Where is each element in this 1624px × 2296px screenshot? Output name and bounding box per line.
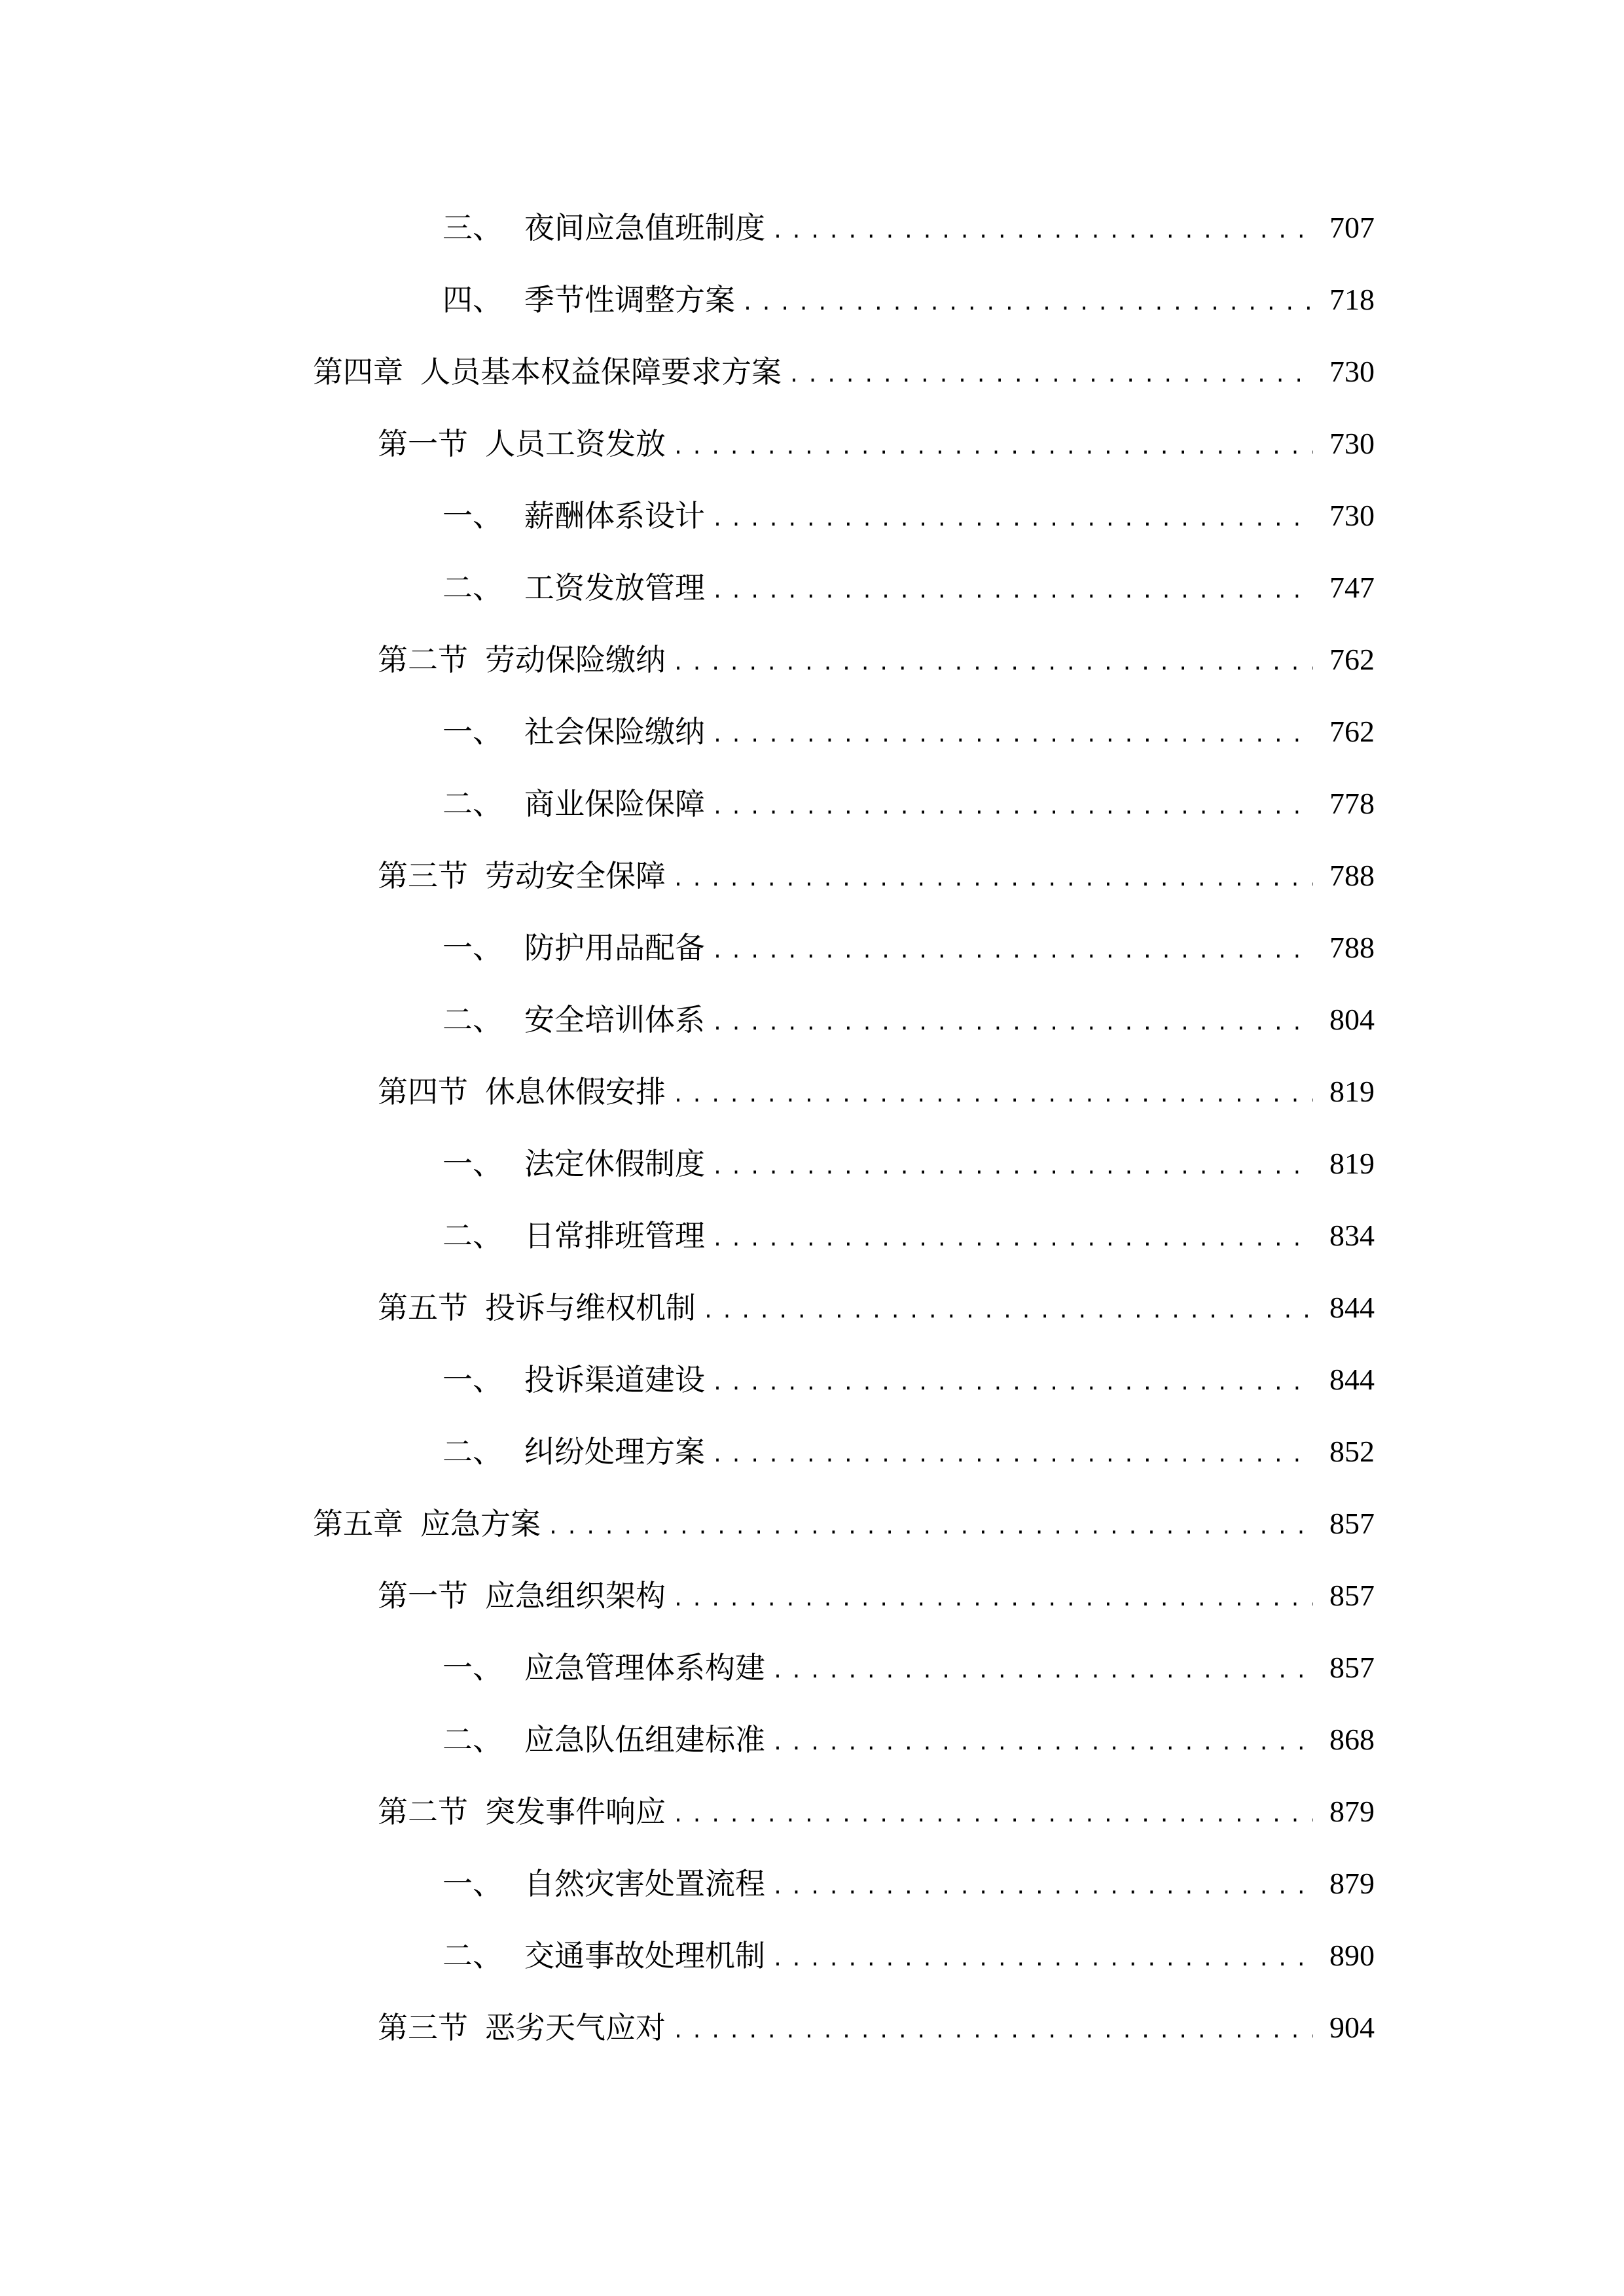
toc-entry[interactable]	[442, 778, 1375, 830]
toc-entry-page-number: 788	[1329, 859, 1375, 892]
toc-entry-number: 第五章	[313, 1506, 403, 1541]
toc-entry-page-number: 852	[1329, 1435, 1375, 1468]
toc-entry[interactable]	[442, 490, 1375, 542]
toc-entry-number: 第四节	[378, 1074, 468, 1109]
toc-entry-title: 劳动安全保障	[485, 858, 666, 893]
toc-entry-page-number: 890	[1329, 1939, 1375, 1972]
toc-entry-number: 一、	[442, 1650, 503, 1685]
dot-leader	[772, 206, 1313, 258]
toc-entry-page-number: 879	[1329, 1867, 1375, 1900]
toc-entry-page-number: 747	[1329, 571, 1375, 604]
toc-entry[interactable]	[442, 1138, 1375, 1190]
dot-leader	[672, 422, 1313, 474]
toc-entry-number: 二、	[442, 570, 503, 605]
toc-entry-title: 纠纷处理方案	[524, 1434, 705, 1469]
toc-entry-title: 交通事故处理机制	[524, 1938, 765, 1973]
toc-entry-page-number: 762	[1329, 643, 1375, 676]
toc-entry-title: 人员基本权益保障要求方案	[420, 354, 782, 389]
toc-entry-page-number: 857	[1329, 1507, 1375, 1540]
dot-leader	[712, 1213, 1313, 1266]
toc-entry-title: 自然灾害处置流程	[524, 1866, 765, 1901]
toc-entry-title: 商业保险保障	[524, 786, 705, 821]
toc-entry[interactable]	[378, 1570, 1375, 1622]
toc-entry[interactable]	[442, 1857, 1375, 1910]
toc-entry-number: 第二节	[378, 642, 468, 677]
toc-entry-page-number: 904	[1329, 2011, 1375, 2044]
dot-leader	[712, 493, 1313, 546]
toc-entry-number: 四、	[442, 282, 503, 317]
toc-entry-title: 日常排班管理	[524, 1218, 705, 1253]
dot-leader	[772, 1645, 1313, 1698]
toc-entry-title: 社会保险缴纳	[524, 714, 705, 749]
toc-entry-number: 一、	[442, 714, 503, 749]
toc-entry-number: 第二节	[378, 1794, 468, 1829]
toc-entry-page-number: 834	[1329, 1219, 1375, 1252]
dot-leader	[712, 997, 1313, 1050]
toc-entry-number: 二、	[442, 1002, 503, 1037]
dot-leader	[788, 350, 1313, 402]
toc-entry-title: 夜间应急值班制度	[524, 210, 765, 245]
toc-entry[interactable]	[442, 202, 1375, 254]
toc-entry-title: 薪酬体系设计	[524, 498, 705, 533]
toc-entry-number: 第一节	[378, 426, 468, 461]
toc-entry-number: 一、	[442, 1866, 503, 1901]
toc-entry-title: 恶劣天气应对	[485, 2010, 666, 2045]
toc-entry-title: 投诉渠道建设	[524, 1362, 705, 1397]
toc-entry-page-number: 778	[1329, 787, 1375, 820]
toc-entry[interactable]	[442, 994, 1375, 1046]
toc-entry-title: 应急队伍组建标准	[524, 1722, 765, 1757]
dot-leader	[712, 781, 1313, 834]
toc-entry-number: 一、	[442, 1362, 503, 1397]
toc-entry-title: 突发事件响应	[485, 1794, 666, 1829]
toc-entry-number: 第三节	[378, 858, 468, 893]
toc-entry[interactable]	[442, 1641, 1375, 1694]
toc-entry-page-number: 730	[1329, 355, 1375, 388]
dot-leader	[712, 925, 1313, 978]
toc-entry-number: 第四章	[313, 354, 403, 389]
dot-leader	[712, 1357, 1313, 1410]
toc-entry-number: 一、	[442, 1146, 503, 1181]
toc-entry-page-number: 707	[1329, 211, 1375, 244]
toc-entry[interactable]	[378, 1282, 1375, 1334]
toc-entry-title: 工资发放管理	[524, 570, 705, 605]
toc-entry-page-number: 730	[1329, 427, 1375, 460]
toc-entry-number: 二、	[442, 1722, 503, 1757]
toc-entry-page-number: 844	[1329, 1291, 1375, 1324]
toc-entry-number: 第五节	[378, 1290, 468, 1325]
toc-entry-page-number: 804	[1329, 1003, 1375, 1036]
dot-leader	[712, 709, 1313, 762]
dot-leader	[772, 1861, 1313, 1914]
dot-leader	[672, 1069, 1313, 1122]
toc-entry-page-number: 879	[1329, 1795, 1375, 1828]
toc-entry[interactable]	[442, 1713, 1375, 1766]
toc-entry-number: 一、	[442, 498, 503, 533]
toc-entry-page-number: 868	[1329, 1723, 1375, 1756]
toc-entry-page-number: 819	[1329, 1147, 1375, 1180]
toc-entry-number: 一、	[442, 930, 503, 965]
toc-entry[interactable]	[442, 562, 1375, 614]
toc-entry-title: 应急管理体系构建	[524, 1650, 765, 1685]
toc-entry[interactable]	[442, 1929, 1375, 1982]
dot-leader	[672, 853, 1313, 906]
toc-entry-title: 安全培训体系	[524, 1002, 705, 1037]
toc-entry-number: 二、	[442, 1218, 503, 1253]
toc-entry-title: 投诉与维权机制	[485, 1290, 696, 1325]
dot-leader	[772, 1717, 1313, 1770]
toc-entry-page-number: 730	[1329, 499, 1375, 532]
dot-leader	[712, 565, 1313, 618]
toc-entry-title: 人员工资发放	[485, 426, 666, 461]
toc-entry[interactable]	[442, 1210, 1375, 1262]
toc-entry-number: 第三节	[378, 2010, 468, 2045]
dot-leader	[672, 2005, 1313, 2058]
toc-entry-number: 二、	[442, 1434, 503, 1469]
toc-entry-number: 二、	[442, 1938, 503, 1973]
toc-entry-page-number: 819	[1329, 1075, 1375, 1108]
toc-entry-page-number: 857	[1329, 1651, 1375, 1684]
toc-entry[interactable]	[442, 706, 1375, 758]
dot-leader	[742, 278, 1313, 330]
toc-entry[interactable]	[442, 274, 1375, 326]
toc-entry[interactable]	[442, 1354, 1375, 1406]
dot-leader	[547, 1501, 1313, 1554]
toc-entry[interactable]	[313, 1498, 1375, 1550]
dot-leader	[672, 637, 1313, 690]
dot-leader	[712, 1141, 1313, 1194]
toc-entry[interactable]	[378, 418, 1375, 470]
toc-entry[interactable]	[378, 1066, 1375, 1118]
toc-entry[interactable]	[378, 1785, 1375, 1838]
toc-entry[interactable]	[378, 2001, 1375, 2054]
toc-entry-title: 防护用品配备	[524, 930, 705, 965]
dot-leader	[772, 1933, 1313, 1986]
toc-entry-number: 二、	[442, 786, 503, 821]
toc-entry[interactable]	[313, 346, 1375, 398]
toc-entry-page-number: 718	[1329, 283, 1375, 316]
toc-entry[interactable]	[442, 1426, 1375, 1478]
toc-entry-title: 劳动保险缴纳	[485, 642, 666, 677]
toc-entry-title: 休息休假安排	[485, 1074, 666, 1109]
toc-entry-number: 第一节	[378, 1578, 468, 1613]
dot-leader	[672, 1573, 1313, 1626]
toc-entry[interactable]	[442, 922, 1375, 974]
dot-leader	[712, 1429, 1313, 1482]
toc-entry-page-number: 844	[1329, 1363, 1375, 1396]
toc-entry[interactable]	[378, 634, 1375, 686]
toc-entry-title: 应急方案	[420, 1506, 541, 1541]
toc-entry-number: 三、	[442, 210, 503, 245]
toc-entry-page-number: 857	[1329, 1579, 1375, 1612]
toc-entry-title: 法定休假制度	[524, 1146, 705, 1181]
toc-entry-title: 应急组织架构	[485, 1578, 666, 1613]
toc-entry[interactable]	[378, 850, 1375, 902]
dot-leader	[672, 1789, 1313, 1842]
toc-entry-page-number: 788	[1329, 931, 1375, 964]
dot-leader	[702, 1285, 1313, 1338]
toc-entry-page-number: 762	[1329, 715, 1375, 748]
toc-entry-title: 季节性调整方案	[524, 282, 735, 317]
